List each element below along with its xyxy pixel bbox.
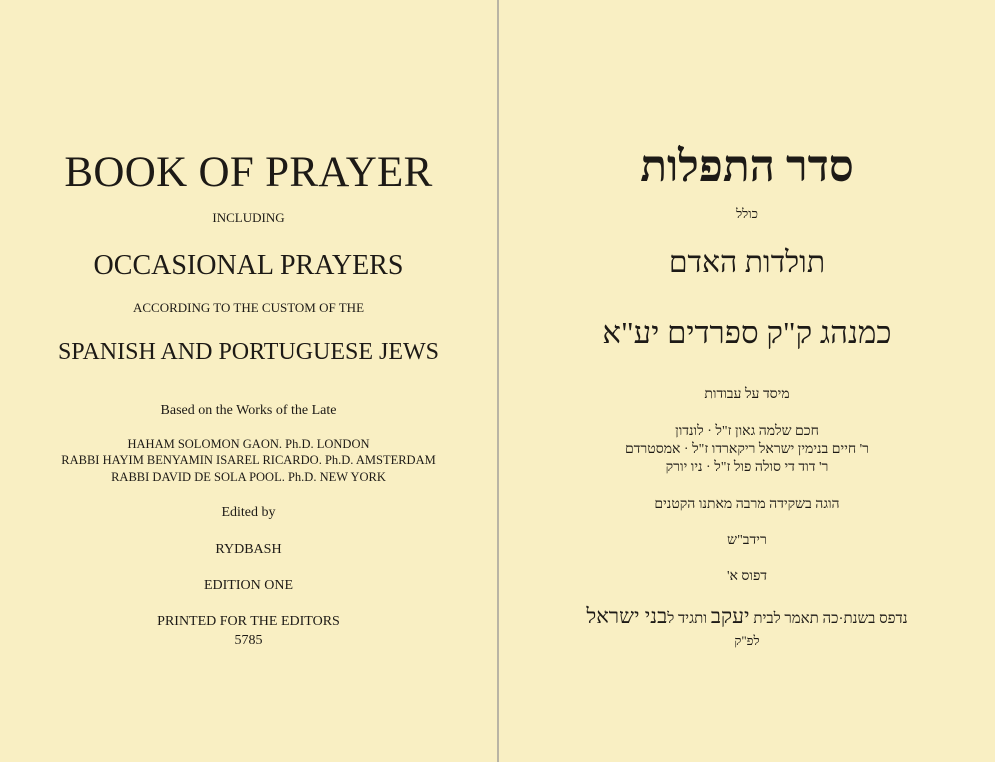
- left-page: [0, 0, 497, 762]
- hebrew-edition-label: דפוס א': [726, 569, 768, 584]
- including-label: INCLUDING: [212, 210, 285, 225]
- hebrew-author-line: ר' חיים בנימין ישראל ריקארדו ז"ל · אמסטרדם: [624, 442, 870, 457]
- hugah-label: הוגה בשקידה מרבה מאתנו הקטנים: [654, 497, 840, 512]
- nidpas-mid: ותגיד ל: [667, 611, 708, 627]
- author-line: RABBI DAVID DE SOLA POOL. Ph.D. NEW YORK: [111, 470, 386, 484]
- occasional-prayers-heading: OCCASIONAL PRAYERS: [93, 250, 404, 281]
- according-label: ACCORDING TO THE CUSTOM OF THE: [132, 300, 365, 315]
- nidpas-prefix: נדפס בשנת·כה תאמר לבית: [753, 611, 908, 627]
- kolel-label: כולל: [736, 206, 758, 221]
- minhag-heading: כמנהג ק"ק ספרדים יע"א: [602, 315, 892, 350]
- hebrew-title: סדר התפלות: [640, 142, 854, 191]
- edition-label: EDITION ONE: [203, 578, 294, 593]
- hebrew-editor-name: רידב"ש: [727, 533, 767, 548]
- editor-name: RYDBASH: [215, 542, 282, 557]
- hebrew-author-line: ר' דוד די סולה פול ז"ל · ניו יורק: [665, 460, 829, 475]
- hebrew-printed-year-line: [499, 606, 995, 627]
- based-on-label: Based on the Works of the Late: [160, 403, 337, 418]
- nidpas-israel: בני ישראל: [586, 604, 668, 628]
- printed-for-label: PRINTED FOR THE EDITORS: [157, 614, 340, 629]
- edited-by-label: Edited by: [221, 505, 276, 520]
- right-page: [499, 0, 995, 762]
- lifak-label: לפ"ק: [734, 633, 760, 648]
- hebrew-author-line: חכם שלמה גאון ז"ל · לונדון: [675, 424, 819, 439]
- toldot-heading: תולדות האדם: [668, 246, 826, 279]
- publication-year: 5785: [234, 633, 263, 648]
- english-title: BOOK OF PRAYER: [64, 149, 433, 196]
- community-heading: SPANISH AND PORTUGUESE JEWS: [57, 339, 440, 365]
- meyusad-label: מיסד על עבודות: [704, 387, 790, 402]
- nidpas-yaakov: יעקב: [710, 604, 750, 628]
- author-line: HAHAM SOLOMON GAON. Ph.D. LONDON: [127, 437, 370, 451]
- author-line: RABBI HAYIM BENYAMIN ISAREL RICARDO. Ph.D. AMSTERDAM: [61, 453, 436, 467]
